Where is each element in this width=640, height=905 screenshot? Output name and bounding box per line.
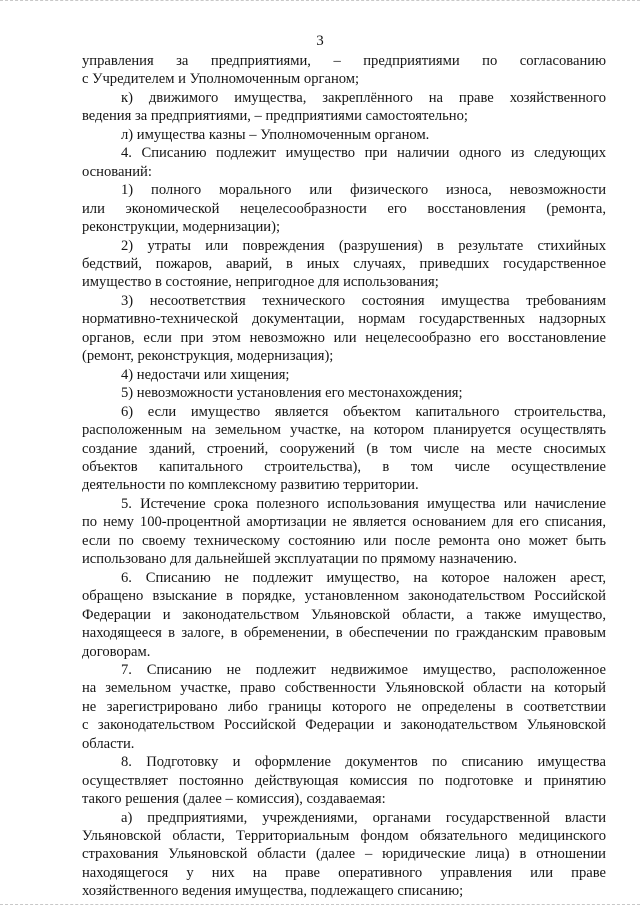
paragraph-l bbox=[82, 126, 606, 144]
text-line: договорам. bbox=[82, 643, 151, 660]
text-line: области. bbox=[82, 735, 135, 752]
text-line: 4. Списанию подлежит имущество при наличии одного из следующих bbox=[121, 145, 606, 162]
text-line: объектов капитального строительства), в том числе осуществление bbox=[82, 458, 606, 475]
paragraph-p8-a bbox=[82, 809, 606, 901]
text-line: бедствий, пожаров, аварий, в иных случаях, приведших государственное bbox=[82, 255, 606, 272]
text-line: с законодательством Российской Федерации и законодательством Ульяновской bbox=[82, 717, 606, 734]
text-line: использовано для дальнейшей эксплуатации по прямому назначению. bbox=[82, 551, 517, 568]
text-line: 6) если имущество является объектом капитального строительства, bbox=[121, 403, 606, 420]
paragraph-p4-5 bbox=[82, 384, 606, 402]
text-line: ведения за предприятиями, – предприятиями самостоятельно; bbox=[82, 108, 468, 125]
text-line: 5. Истечение срока полезного использования имущества или начисление bbox=[121, 495, 606, 512]
text-line: нормативно-технической документации, нормам государственных надзорных bbox=[82, 311, 606, 328]
text-line: деятельности по комплексному развитию территории. bbox=[82, 477, 419, 494]
paragraph-p8 bbox=[82, 753, 606, 808]
text-line: находящегося у них на праве оперативного управления или праве bbox=[82, 864, 606, 881]
text-line: (ремонт, реконструкция, модернизация); bbox=[82, 348, 334, 365]
text-line: органов, если при этом невозможно или нецелесообразно его восстановление bbox=[82, 329, 606, 346]
paragraph-p4-6 bbox=[82, 403, 606, 495]
text-line: Ульяновской области, Территориальным фондом обязательного медицинского bbox=[82, 828, 606, 845]
text-line: не зарегистрировано либо границы которого не определены в соответствии bbox=[82, 698, 606, 715]
text-line: такого решения (далее – комиссия), создаваемая: bbox=[82, 791, 386, 808]
text-line: если по своему техническому состоянию или после ремонта оно может быть bbox=[82, 532, 606, 549]
paragraph-p4 bbox=[82, 144, 606, 181]
text-line: к) движимого имущества, закреплённого на праве хозяйственного bbox=[121, 89, 606, 106]
text-line: 3) несоответствия технического состояния имущества требованиям bbox=[121, 292, 606, 309]
text-line: на земельном участке, право собственности Ульяновской области на который bbox=[82, 680, 606, 697]
text-line: имущество в состояние, непригодное для использования; bbox=[82, 274, 439, 291]
text-line: создание зданий, строений, сооружений (в том числе на месте сносимых bbox=[82, 440, 606, 457]
text-line: 8. Подготовку и оформление документов по списанию имущества bbox=[121, 754, 606, 771]
text-line: л) имущества казны – Уполномоченным органом. bbox=[121, 126, 430, 143]
text-line: страхования Ульяновской области (далее – юридические лица) в отношении bbox=[82, 846, 606, 863]
text-line: по нему 100-процентной амортизации не является основанием для его списания, bbox=[82, 514, 606, 531]
text-line: или экономической нецелесообразности его восстановления (ремонта, bbox=[82, 200, 606, 217]
text-line: 6. Списанию не подлежит имущество, на которое наложен арест, bbox=[121, 569, 606, 586]
scan-edge-bottom bbox=[0, 898, 640, 905]
text-line: оснований: bbox=[82, 163, 152, 180]
text-line: хозяйственного ведения имущества, подлежащего списанию; bbox=[82, 883, 464, 900]
paragraph-k bbox=[82, 89, 606, 126]
text-line: 5) невозможности установления его местонахождения; bbox=[121, 385, 463, 402]
text-line: 7. Списанию не подлежит недвижимое имущество, расположенное bbox=[121, 661, 606, 678]
text-line: реконструкции, модернизации); bbox=[82, 219, 280, 236]
paragraph-p4-2 bbox=[82, 237, 606, 292]
text-line: 2) утраты или повреждения (разрушения) в результате стихийных bbox=[121, 237, 606, 254]
paragraph-p5 bbox=[82, 495, 606, 569]
text-line: обращено взыскание в порядке, установленном законодательством Российской bbox=[82, 588, 606, 605]
text-line: расположенным на земельном участке, на котором планируется осуществлять bbox=[82, 422, 606, 439]
text-line: 1) полного морального или физического износа, невозможности bbox=[121, 182, 606, 199]
text-line: управления за предприятиями, – предприятиями по согласованию bbox=[82, 53, 606, 69]
text-line: Федерации и законодательством Ульяновской области, а также имущество, bbox=[82, 606, 606, 623]
text-line: 4) недостачи или хищения; bbox=[121, 366, 290, 383]
text-line: находящееся в залоге, в обременении, в обеспечении по гражданским правовым bbox=[82, 625, 606, 642]
paragraph-p6 bbox=[82, 569, 606, 661]
paragraph-p7 bbox=[82, 661, 606, 753]
paragraph-cont-j bbox=[82, 52, 606, 89]
page-number: 3 bbox=[316, 33, 324, 49]
paragraph-p4-4 bbox=[82, 366, 606, 384]
document-body bbox=[82, 52, 606, 901]
paragraph-p4-1 bbox=[82, 181, 606, 236]
text-line: с Учредителем и Уполномоченным органом; bbox=[82, 71, 360, 88]
text-line: а) предприятиями, учреждениями, органами государственной власти bbox=[121, 809, 606, 826]
text-line: осуществляет постоянно действующая комиссия по подготовке и принятию bbox=[82, 772, 606, 789]
scan-edge-top bbox=[0, 0, 640, 7]
paragraph-p4-3 bbox=[82, 292, 606, 366]
